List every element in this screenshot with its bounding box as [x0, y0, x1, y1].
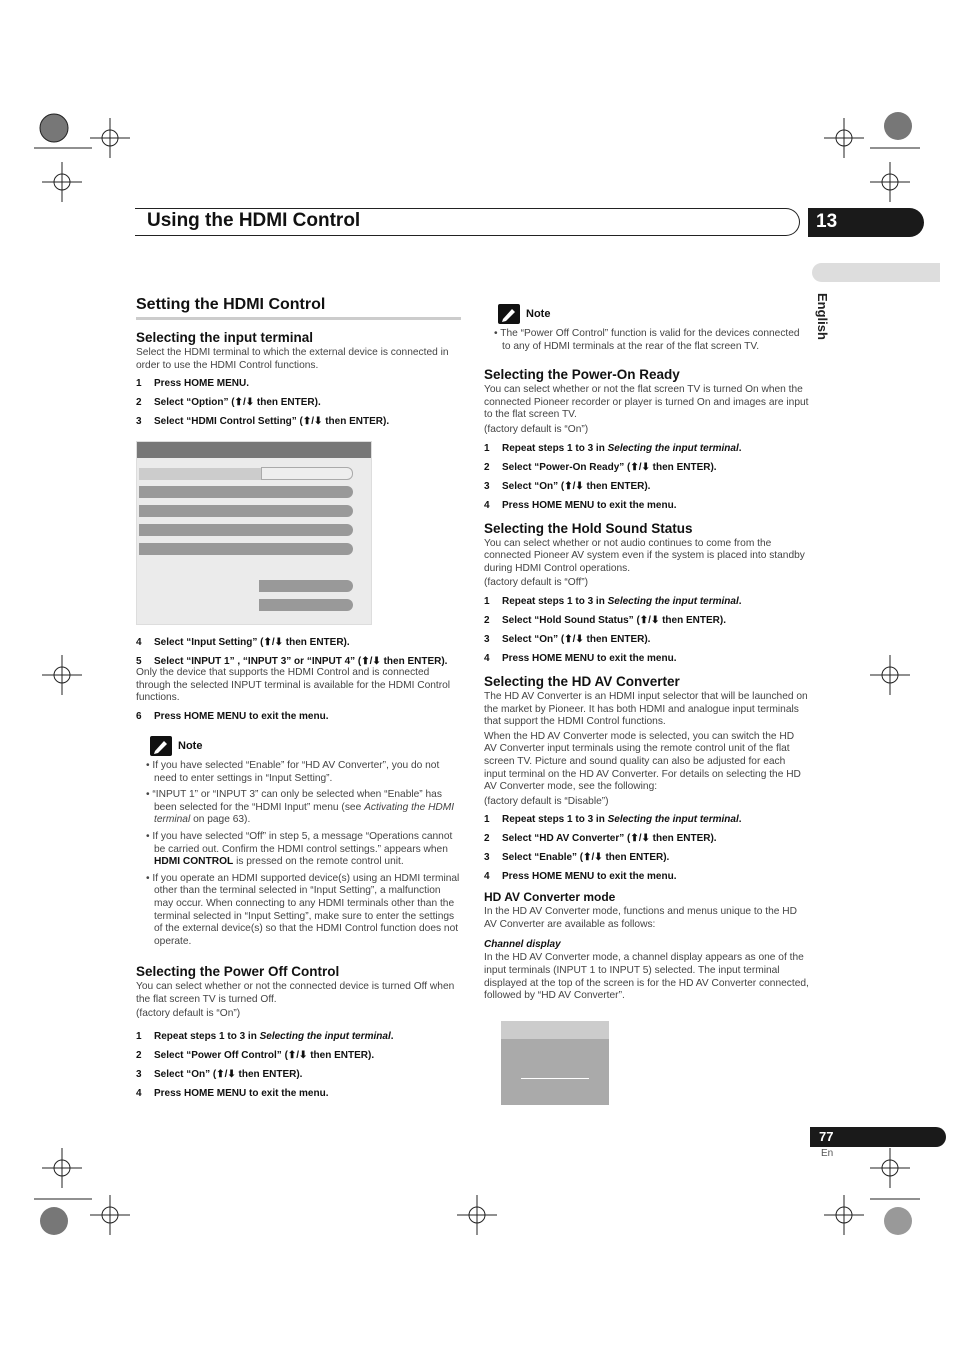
menu-item-placeholder: [139, 486, 353, 498]
menu-item-placeholder: [139, 505, 353, 517]
step: 4 Press HOME MENU to exit the menu.: [484, 652, 677, 664]
crosshair-mark: [42, 1148, 82, 1188]
step: 1 Press HOME MENU.: [136, 378, 250, 390]
channel-display-top-bar: [501, 1021, 609, 1039]
registration-mark: [34, 1195, 94, 1245]
heading-power-off: Selecting the Power Off Control: [136, 964, 340, 980]
menu-item-placeholder: [139, 543, 353, 555]
section-title: Setting the HDMI Control: [136, 296, 461, 320]
crosshair-mark: [870, 162, 910, 202]
step: 2 Select “HD AV Converter” (⬆/⬇ then ENTER).: [484, 833, 717, 845]
crosshair-mark: [870, 655, 910, 695]
step: 1 Repeat steps 1 to 3 in Selecting the input terminal.: [484, 442, 742, 454]
note-item: • “INPUT 1” or “INPUT 3” can only be selected when “Enable” has been selected for the “HDMI Input” menu (see Activating the HDMI terminal on page 63).: [146, 789, 455, 826]
crosshair-mark: [824, 1195, 864, 1235]
note-header: [498, 304, 809, 324]
chapter-title: Using the HDMI Control: [147, 210, 361, 231]
paragraph: When the HD AV Converter mode is selected, you can switch the HD AV Converter input terminals using the remote control unit of the flat screen TV. Picture and sound quality can also be adjusted for each input terminal on the HD AV Converter. For details on selecting the HD AV Converter mode, see the following:: [484, 730, 801, 793]
heading-channel-display: Channel display: [484, 939, 561, 951]
paragraph: You can select whether or not audio continues to come from the connected Pioneer AV system even if the system is placed into standby during HDMI Control operations.: [484, 537, 805, 574]
note-item: • The “Power Off Control” function is valid for the devices connected to any of HDMI terminals at the rear of the flat screen TV.: [494, 328, 800, 352]
steps-list: [136, 1031, 461, 1099]
registration-mark: [870, 1195, 920, 1245]
step: 3 Select “Enable” (⬆/⬇ then ENTER).: [484, 852, 670, 864]
menu-screen-illustration: [136, 441, 372, 625]
factory-default: (factory default is “Disable”): [484, 795, 609, 807]
heading-input-terminal: Selecting the input terminal: [136, 330, 314, 345]
step: 2 Select “Power Off Control” (⬆/⬇ then ENTER).: [136, 1050, 375, 1062]
crosshair-mark: [90, 118, 130, 158]
page-number-badge: 77: [810, 1127, 946, 1147]
factory-default: (factory default is “On”): [136, 1008, 241, 1020]
step: 2 Select “Hold Sound Status” (⬆/⬇ then ENTER).: [484, 614, 726, 626]
chapter-number-badge: 13: [808, 208, 924, 237]
crosshair-mark: [90, 1195, 130, 1235]
steps-list: [484, 596, 809, 664]
steps-list: [136, 711, 461, 722]
crosshair-mark: [870, 1148, 910, 1188]
heading-hold-sound: Selecting the Hold Sound Status: [484, 520, 693, 536]
page-lang-code: En: [821, 1148, 834, 1159]
left-column: [136, 296, 461, 1107]
note-item: • If you operate an HDMI supported device(s) using an HDMI terminal other than the terminal selected in “Input Setting”, a malfunction may occur. When connecting to any HDMI terminals other than the terminal selected in “Input Setting”, make sure to enter the settings of the external device(s) so that the HDMI Control function does not operate.: [146, 872, 460, 947]
step: 3 Select “On” (⬆/⬇ then ENTER).: [484, 480, 651, 492]
crosshair-mark: [824, 118, 864, 158]
step: 2 Select “Option” (⬆/⬇ then ENTER).: [136, 397, 321, 409]
heading-hd-av-converter: Selecting the HD AV Converter: [484, 673, 680, 689]
step: 3 Select “HDMI Control Setting” (⬆/⬇ then ENTER).: [136, 416, 390, 428]
step: 1 Repeat steps 1 to 3 in Selecting the input terminal.: [484, 595, 742, 607]
steps-list: [136, 378, 461, 427]
step: 1 Repeat steps 1 to 3 in Selecting the input terminal.: [484, 814, 742, 826]
steps-list: [484, 443, 809, 511]
step: 4 Press HOME MENU to exit the menu.: [484, 499, 677, 511]
language-label: English: [815, 293, 830, 340]
note-pen-icon: [150, 736, 172, 756]
paragraph: In the HD AV Converter mode, a channel display appears as one of the input terminals (INPUT 1 to INPUT 5) selected. The input terminal displayed at the top of the screen is for the HD AV Converter connected, followed by “HD AV Converter”.: [484, 952, 809, 1002]
paragraph: You can select whether or not the flat screen TV is turned On when the connected Pioneer recorder or player is turned On and images are input to the flat screen TV.: [484, 384, 809, 421]
paragraph: Select the HDMI terminal to which the external device is connected in order to use the HDMI Control functions.: [136, 347, 449, 371]
crosshair-mark: [42, 162, 82, 202]
note-header: [150, 736, 461, 756]
step: 5 Select “INPUT 1” , “INPUT 3” or “INPUT 4” (⬆/⬇ then ENTER).: [136, 656, 448, 668]
step: 4 Select “Input Setting” (⬆/⬇ then ENTER).: [136, 637, 350, 649]
paragraph: In the HD AV Converter mode, functions and menus unique to the HD AV Converter are available as follows:: [484, 906, 797, 930]
menu-item-placeholder: [139, 524, 353, 536]
menu-option-placeholder: [259, 599, 353, 611]
paragraph: Only the device that supports the HDMI Control and is connected through the selected INPUT terminal is available for the HDMI Control functions.: [136, 667, 451, 704]
step: 3 Select “On” (⬆/⬇ then ENTER).: [136, 1069, 303, 1081]
factory-default: (factory default is “On”): [484, 423, 589, 435]
note-label: Note: [178, 739, 203, 752]
language-tab: [812, 263, 940, 282]
step: 4 Press HOME MENU to exit the menu.: [484, 871, 677, 883]
steps-list: [136, 637, 461, 667]
paragraph: You can select whether or not the connected device is turned Off when the flat screen TV is turned Off.: [136, 981, 455, 1005]
crosshair-mark: [457, 1195, 497, 1235]
steps-list: [484, 814, 809, 882]
menu-value-placeholder: [261, 467, 353, 480]
note-item: • If you have selected “Off” in step 5, a message “Operations cannot be carried out. Confirm the HDMI control settings.” appears when HDMI CONTROL is pressed on the remote control unit.: [146, 830, 453, 868]
channel-display-underline: [521, 1078, 589, 1079]
registration-mark: [34, 100, 94, 160]
menu-item-placeholder: [139, 468, 261, 480]
step: 3 Select “On” (⬆/⬇ then ENTER).: [484, 633, 651, 645]
step: 6 Press HOME MENU to exit the menu.: [136, 710, 329, 722]
note-label: Note: [526, 308, 551, 320]
menu-option-placeholder: [259, 580, 353, 592]
heading-hd-av-converter-mode: HD AV Converter mode: [484, 890, 616, 905]
step: 2 Select “Power-On Ready” (⬆/⬇ then ENTER).: [484, 461, 717, 473]
crosshair-mark: [42, 655, 82, 695]
heading-power-on-ready: Selecting the Power-On Ready: [484, 367, 680, 383]
paragraph: The HD AV Converter is an HDMI input selector that will be launched on the market by Pioneer. It has both HDMI and analogue input terminals that support the HDMI Control functions.: [484, 690, 808, 728]
step: 4 Press HOME MENU to exit the menu.: [136, 1088, 329, 1100]
step: 1 Repeat steps 1 to 3 in Selecting the input terminal.: [136, 1031, 394, 1043]
factory-default: (factory default is “Off”): [484, 577, 588, 589]
note-pen-icon: [498, 304, 520, 324]
menu-title-bar: [137, 442, 371, 458]
right-column: [484, 304, 809, 1105]
channel-display-illustration: [501, 1021, 609, 1105]
note-item: • If you have selected “Enable” for “HD AV Converter”, you do not need to enter settings in “Input Setting”.: [146, 759, 440, 784]
registration-mark: [870, 100, 920, 160]
